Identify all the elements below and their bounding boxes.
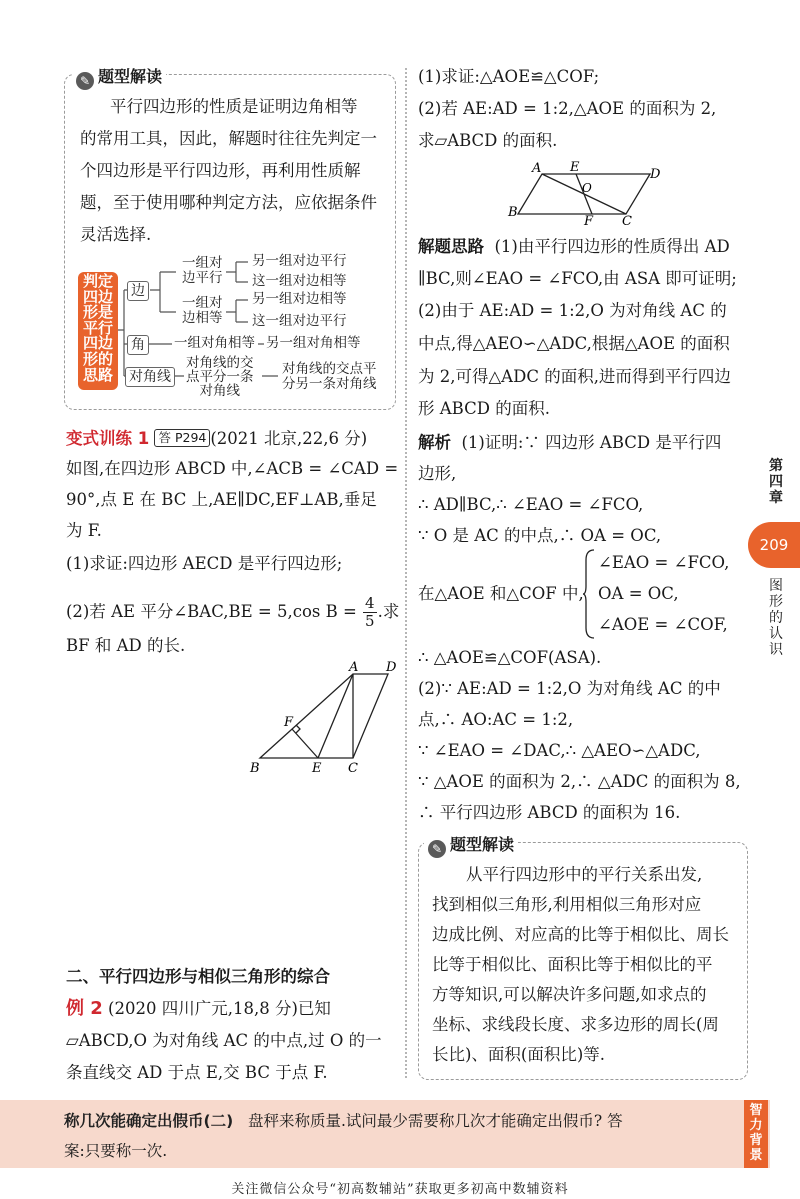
box1-line: 的常用工具，因此，解题时往往先判定一 — [80, 129, 377, 148]
column-separator — [405, 68, 407, 1078]
solution-line: ∴ 平行四边形 ABCD 的面积为 16. — [418, 803, 681, 822]
mindmap-e1b: 这一组对边相等 — [252, 273, 347, 289]
point-label: E — [570, 160, 580, 175]
solution-line-1: 解析 (1)证明:∵ 四边形 ABCD 是平行四 — [418, 433, 722, 452]
box2-line: 比等于相似比、面积比等于相似比的平 — [432, 955, 713, 974]
solution-line: 边形, — [418, 464, 457, 483]
ex2-line: ▱ABCD,O 为对角线 AC 的中点,过 O 的一 — [66, 1031, 382, 1050]
box2-line: 从平行四边形中的平行关系出发, — [466, 865, 703, 884]
fraction: $\frac{4}{5}$ — [365, 594, 375, 630]
mindmap-e1: 一组对 边平行 — [182, 255, 223, 286]
ex1-line: 如图,在四边形 ABCD 中,∠ACB = ∠CAD = — [66, 459, 399, 478]
mindmap-diag: 对角线 — [125, 367, 175, 387]
solution-line: ∵ O 是 AC 的中点,∴ OA = OC, — [418, 526, 662, 545]
banner-line-1: 称几次能确定出假币(二) 盘秤来称质量.试问最少需要称几次才能确定出假币? 答 — [64, 1112, 623, 1130]
box1-line: 平行四边形的性质是证明边角相等 — [110, 97, 358, 116]
point-label: A — [349, 660, 359, 675]
mindmap-a1: 一组对角相等 — [174, 335, 255, 351]
think-line: 为 2,可得△ADC 的面积,进而得到平行四边 — [418, 367, 731, 386]
system-brace — [582, 548, 596, 640]
topic-label: 图 形 的 认 识 — [769, 578, 783, 658]
solution-line: 在△AOE 和△COF 中, — [418, 584, 584, 603]
ex1-line: 为 F. — [66, 521, 102, 540]
box2-line: 边成比例、对应高的比等于相似比、周长 — [432, 925, 729, 944]
system-eq: ∠EAO = ∠FCO, — [598, 553, 730, 572]
figure-abcd-1 — [240, 660, 410, 780]
ex2-q2: (2)若 AE:AD = 1:2,△AOE 的面积为 2, — [418, 99, 717, 118]
banner-tag-text: 智 力 背 景 — [749, 1103, 763, 1163]
think-line-1: 解题思路 (1)由平行四边形的性质得出 AD — [418, 237, 730, 256]
solution-line: ∴ AD∥BC,∴ ∠EAO = ∠FCO, — [418, 495, 644, 514]
ex1-q2c: BF 和 AD 的长. — [66, 636, 186, 655]
point-label: C — [348, 761, 358, 776]
mindmap-a1b: 另一组对角相等 — [266, 335, 361, 351]
mindmap-e1a: 另一组对边平行 — [252, 253, 347, 269]
example-2-header: 例 2 (2020 四川广元,18,8 分)已知 — [66, 998, 331, 1019]
mindmap-e2a: 另一组对边相等 — [252, 291, 347, 307]
box2-line: 坐标、求线段长度、求多边形的周长(周 — [432, 1015, 719, 1034]
solution-line: 点,∴ AO:AC = 1:2, — [418, 710, 574, 729]
ex2-q2b: 求▱ABCD 的面积. — [418, 131, 558, 150]
ex1-q2: (2)若 AE 平分∠BAC,BE = 5,cos B = $\frac{4}{5}$ .求 — [66, 594, 400, 630]
solution-line: ∵ ∠EAO = ∠DAC,∴ △AEO∽△ADC, — [418, 741, 701, 760]
think-line: ∥BC,则∠EAO = ∠FCO,由 ASA 即可证明; — [418, 269, 737, 288]
box2-line: 方等知识,可以解决许多问题,如求点的 — [432, 985, 707, 1004]
box1-line: 题，至于使用哪种判定方法，应依据条件 — [80, 193, 377, 212]
point-label: D — [386, 660, 397, 675]
point-label: F — [584, 214, 594, 228]
mindmap-root: 判定 四边 形是 平行 四边 形的 思路 — [78, 272, 118, 390]
point-label: D — [650, 167, 661, 182]
system-eq: ∠AOE = ∠COF, — [598, 615, 728, 634]
analysis-box-1-title: ✎ 题型解读 — [72, 64, 166, 90]
page-number: 209 — [748, 522, 800, 568]
mindmap-e2b: 这一组对边平行 — [252, 313, 347, 329]
point-label: B — [250, 761, 260, 776]
ex1-q1: (1)求证:四边形 AECD 是平行四边形; — [66, 554, 343, 573]
mindmap-angle: 角 — [127, 335, 149, 355]
point-label: O — [582, 181, 592, 195]
solution-line: ∴ △AOE≌△COF(ASA). — [418, 648, 602, 667]
solution-line: ∵ △AOE 的面积为 2,∴ △ADC 的面积为 8, — [418, 772, 741, 791]
ex2-q1: (1)求证:△AOE≌△COF; — [418, 67, 600, 86]
mindmap-edge: 边 — [127, 281, 149, 301]
pencil-icon: ✎ — [76, 72, 94, 90]
think-line: 中点,得△AEO∽△ADC,根据△AOE 的面积 — [418, 334, 730, 353]
solution-line: (2)∵ AE:AD = 1:2,O 为对角线 AC 的中 — [418, 679, 721, 698]
chapter-label: 第 四 章 — [769, 458, 783, 506]
mindmap-d1b: 对角线的交点平 分另一条对角线 — [282, 361, 377, 392]
exercise-1-header: 变式训练 1 答 P294 (2021 北京,22,6 分) — [66, 429, 368, 448]
ex2-line: 条直线交 AD 于点 E,交 BC 于点 F. — [66, 1063, 328, 1082]
box1-line: 灵活选择. — [80, 225, 152, 244]
footer-watermark: 关注微信公众号“初高数辅站”获取更多初高中数辅资料 — [231, 1182, 569, 1197]
box2-line: 找到相似三角形,利用相似三角形对应 — [432, 895, 702, 914]
mindmap-d1: 对角线的交 点平分一条 对角线 — [186, 355, 254, 399]
box2-line: 长比)、面积(面积比)等. — [432, 1045, 606, 1064]
ex1-line: 90°,点 E 在 BC 上,AE∥DC,EF⊥AB,垂足 — [66, 490, 377, 509]
think-line: (2)由于 AE:AD = 1:2,O 为对角线 AC 的 — [418, 301, 727, 320]
mindmap-e2: 一组对 边相等 — [182, 295, 223, 326]
pencil-icon: ✎ — [428, 840, 446, 858]
figure-abcd-2 — [500, 158, 680, 228]
section-2-heading: 二、平行四边形与相似三角形的综合 — [66, 967, 330, 986]
point-label: C — [622, 214, 632, 228]
point-label: B — [508, 205, 518, 220]
think-line: 形 ABCD 的面积. — [418, 399, 550, 418]
point-label: E — [312, 761, 322, 776]
banner-line-2: 案:只要称一次. — [64, 1142, 168, 1160]
point-label: F — [284, 715, 294, 730]
system-eq: OA = OC, — [598, 584, 679, 603]
point-label: A — [532, 161, 542, 176]
analysis-box-2-title: ✎ 题型解读 — [424, 832, 518, 858]
box1-line: 个四边形是平行四边形，再利用性质解 — [80, 161, 361, 180]
answer-page-badge: 答 P294 — [154, 429, 210, 447]
